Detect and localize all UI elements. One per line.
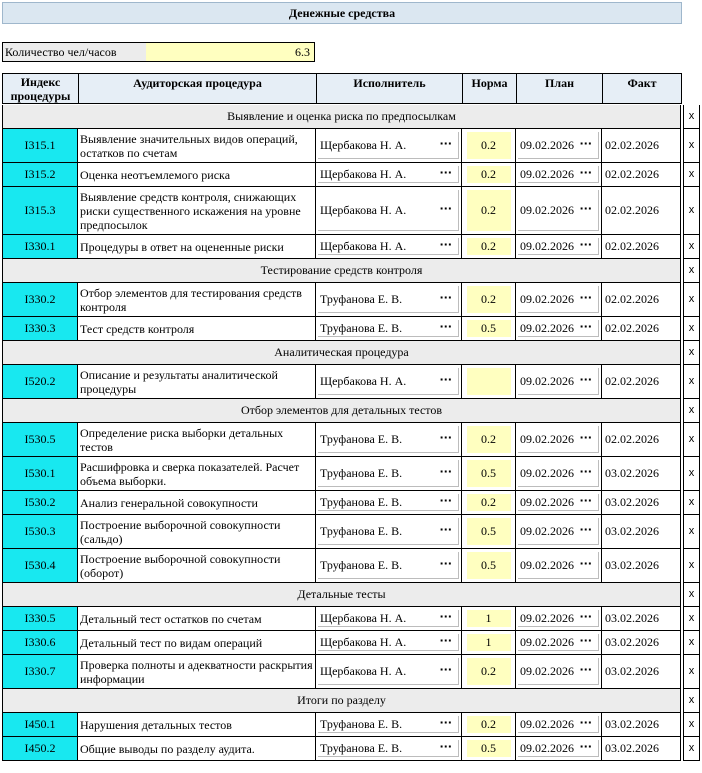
procedure-name: Описание и результаты аналитической процедуры bbox=[78, 365, 316, 399]
ellipsis-icon[interactable]: ··· bbox=[579, 557, 592, 571]
norm-value[interactable]: 1 bbox=[467, 610, 511, 627]
executor-name: Труфанова Е. В. bbox=[320, 320, 403, 335]
plan-date-cell[interactable] bbox=[516, 129, 602, 163]
table-row bbox=[2, 549, 700, 583]
procedure-index[interactable]: I330.7 bbox=[2, 655, 78, 689]
norm-value[interactable]: 0.2 bbox=[467, 286, 511, 313]
header-index: Индекс процедуры bbox=[2, 73, 79, 104]
fact-date: 03.02.2026 bbox=[602, 713, 681, 737]
executor-name: Труфанова Е. В. bbox=[320, 291, 403, 306]
fact-date: 02.02.2026 bbox=[602, 129, 681, 163]
fact-date: 02.02.2026 bbox=[602, 187, 681, 235]
table-row bbox=[2, 163, 700, 187]
norm-cell[interactable] bbox=[462, 631, 516, 655]
row-remove-button[interactable]: x bbox=[683, 235, 700, 259]
table-row bbox=[2, 423, 700, 457]
plan-date: 09.02.2026 bbox=[520, 202, 574, 217]
norm-value[interactable]: 0.2 bbox=[467, 716, 511, 733]
procedure-name: Оценка неотъемлемого риска bbox=[78, 163, 316, 187]
executor-cell[interactable] bbox=[316, 187, 462, 235]
plan-date-cell[interactable] bbox=[516, 187, 602, 235]
header-procedure: Аудиторская процедура bbox=[78, 73, 317, 104]
plan-date: 09.02.2026 bbox=[520, 431, 574, 446]
ellipsis-icon[interactable]: ··· bbox=[439, 663, 452, 677]
procedure-name: Анализ генеральной совокупности bbox=[78, 491, 316, 515]
hours-value[interactable]: 6.3 bbox=[146, 42, 315, 62]
procedure-index[interactable]: I520.2 bbox=[2, 365, 78, 399]
norm-value[interactable]: 0.2 bbox=[467, 166, 511, 183]
fact-date: 03.02.2026 bbox=[602, 491, 681, 515]
row-remove-button[interactable]: x bbox=[683, 187, 700, 235]
executor-name: Труфанова Е. В. bbox=[320, 523, 403, 538]
row-remove-button[interactable]: x bbox=[683, 549, 700, 583]
procedure-name: Выявление средств контроля, снижающих риски существенного искажения на уровне предпосылок bbox=[78, 187, 316, 235]
row-remove-button[interactable]: x bbox=[683, 129, 700, 163]
ellipsis-icon[interactable]: ··· bbox=[439, 320, 452, 334]
plan-date: 09.02.2026 bbox=[520, 557, 574, 572]
row-remove-button[interactable]: x bbox=[683, 515, 700, 549]
fact-date: 03.02.2026 bbox=[602, 631, 681, 655]
table-row bbox=[2, 515, 700, 549]
executor-cell[interactable] bbox=[316, 235, 462, 259]
norm-value[interactable]: 0.2 bbox=[467, 494, 511, 511]
table-row bbox=[2, 457, 700, 491]
norm-cell[interactable] bbox=[462, 283, 516, 317]
executor-cell[interactable] bbox=[316, 423, 462, 457]
table-row bbox=[2, 655, 700, 689]
row-remove-button[interactable]: x bbox=[683, 317, 700, 341]
header-fact: Факт bbox=[602, 73, 682, 104]
ellipsis-icon[interactable]: ··· bbox=[579, 740, 592, 754]
fact-date: 03.02.2026 bbox=[602, 655, 681, 689]
plan-date-cell[interactable] bbox=[516, 655, 602, 689]
plan-date: 09.02.2026 bbox=[520, 523, 574, 538]
section-remove-button[interactable]: x bbox=[683, 583, 700, 607]
procedure-name: Расшифровка и сверка показателей. Расчет объема выборки. bbox=[78, 457, 316, 491]
table-header bbox=[2, 73, 681, 105]
plan-date-cell[interactable] bbox=[516, 491, 602, 515]
executor-name: Щербакова Н. А. bbox=[320, 610, 407, 625]
section-header bbox=[2, 105, 700, 129]
ellipsis-icon[interactable]: ··· bbox=[439, 740, 452, 754]
section-remove-button[interactable]: x bbox=[683, 259, 700, 283]
executor-cell[interactable] bbox=[316, 283, 462, 317]
executor-cell[interactable] bbox=[316, 607, 462, 631]
plan-date: 09.02.2026 bbox=[520, 320, 574, 335]
executor-cell[interactable] bbox=[316, 491, 462, 515]
procedure-name: Отбор элементов для тестирования средств контроля bbox=[78, 283, 316, 317]
executor-name: Щербакова Н. А. bbox=[320, 634, 407, 649]
fact-date: 02.02.2026 bbox=[602, 423, 681, 457]
norm-value[interactable]: 0.2 bbox=[467, 426, 511, 453]
plan-date-cell[interactable] bbox=[516, 317, 602, 341]
norm-value[interactable]: 0.2 bbox=[467, 238, 511, 255]
hours-label: Количество чел/часов bbox=[2, 42, 147, 62]
section-remove-button[interactable]: x bbox=[683, 341, 700, 365]
norm-value[interactable] bbox=[467, 368, 511, 395]
row-remove-button[interactable]: x bbox=[683, 365, 700, 399]
norm-cell[interactable] bbox=[462, 317, 516, 341]
executor-cell[interactable] bbox=[316, 457, 462, 491]
ellipsis-icon[interactable]: ··· bbox=[579, 320, 592, 334]
header-norm: Норма bbox=[462, 73, 517, 104]
norm-cell[interactable] bbox=[462, 515, 516, 549]
plan-date: 09.02.2026 bbox=[520, 238, 574, 253]
executor-name: Труфанова Е. В. bbox=[320, 494, 403, 509]
procedure-index[interactable]: I330.3 bbox=[2, 317, 78, 341]
ellipsis-icon[interactable]: ··· bbox=[439, 431, 452, 445]
plan-date: 09.02.2026 bbox=[520, 740, 574, 755]
plan-date: 09.02.2026 bbox=[520, 465, 574, 480]
procedure-index[interactable]: I530.1 bbox=[2, 457, 78, 491]
procedure-name: Выявление значительных видов операций, остатков по счетам bbox=[78, 129, 316, 163]
procedure-name: Определение риска выборки детальных тестов bbox=[78, 423, 316, 457]
norm-cell[interactable] bbox=[462, 713, 516, 737]
row-remove-button[interactable]: x bbox=[683, 737, 700, 761]
table-row bbox=[2, 317, 700, 341]
ellipsis-icon[interactable]: ··· bbox=[579, 494, 592, 508]
executor-name: Щербакова Н. А. bbox=[320, 663, 407, 678]
section-header bbox=[2, 689, 700, 713]
plan-date: 09.02.2026 bbox=[520, 634, 574, 649]
ellipsis-icon[interactable]: ··· bbox=[439, 610, 452, 624]
section-title: Итоги по разделу bbox=[2, 689, 681, 713]
ellipsis-icon[interactable]: ··· bbox=[439, 291, 452, 305]
procedure-name: Проверка полноты и адекватности раскрытия информации bbox=[78, 655, 316, 689]
section-title: Выявление и оценка риска по предпосылкам bbox=[2, 105, 681, 129]
procedure-index[interactable]: I315.3 bbox=[2, 187, 78, 235]
ellipsis-icon[interactable]: ··· bbox=[579, 137, 592, 151]
ellipsis-icon[interactable]: ··· bbox=[439, 373, 452, 387]
section-header bbox=[2, 341, 700, 365]
ellipsis-icon[interactable]: ··· bbox=[579, 523, 592, 537]
page-title: Денежные средства bbox=[2, 2, 682, 24]
fact-date: 03.02.2026 bbox=[602, 549, 681, 583]
procedure-name: Процедуры в ответ на оцененные риски bbox=[78, 235, 316, 259]
norm-value[interactable]: 0.2 bbox=[467, 658, 511, 685]
plan-date-cell[interactable] bbox=[516, 515, 602, 549]
norm-cell[interactable] bbox=[462, 491, 516, 515]
row-remove-button[interactable]: x bbox=[683, 491, 700, 515]
section-header bbox=[2, 259, 700, 283]
ellipsis-icon[interactable]: ··· bbox=[579, 465, 592, 479]
ellipsis-icon[interactable]: ··· bbox=[579, 431, 592, 445]
procedure-index[interactable]: I315.1 bbox=[2, 129, 78, 163]
fact-date: 03.02.2026 bbox=[602, 515, 681, 549]
row-remove-button[interactable]: x bbox=[683, 655, 700, 689]
table-row bbox=[2, 607, 700, 631]
plan-date: 09.02.2026 bbox=[520, 494, 574, 509]
norm-value[interactable]: 0.2 bbox=[467, 132, 511, 159]
section-title: Отбор элементов для детальных тестов bbox=[2, 399, 681, 423]
procedure-index[interactable]: I330.2 bbox=[2, 283, 78, 317]
ellipsis-icon[interactable]: ··· bbox=[579, 610, 592, 624]
ellipsis-icon[interactable]: ··· bbox=[579, 663, 592, 677]
fact-date: 03.02.2026 bbox=[602, 737, 681, 761]
fact-date: 02.02.2026 bbox=[602, 235, 681, 259]
ellipsis-icon[interactable]: ··· bbox=[579, 166, 592, 180]
plan-date-cell[interactable] bbox=[516, 235, 602, 259]
plan-date-cell[interactable] bbox=[516, 423, 602, 457]
procedure-index[interactable]: I450.1 bbox=[2, 713, 78, 737]
plan-date-cell[interactable] bbox=[516, 283, 602, 317]
ellipsis-icon[interactable]: ··· bbox=[439, 202, 452, 216]
procedure-name: Детальный тест остатков по счетам bbox=[78, 607, 316, 631]
ellipsis-icon[interactable]: ··· bbox=[579, 634, 592, 648]
procedure-name: Детальный тест по видам операций bbox=[78, 631, 316, 655]
norm-cell[interactable] bbox=[462, 163, 516, 187]
executor-cell[interactable] bbox=[316, 317, 462, 341]
executor-name: Труфанова Е. В. bbox=[320, 716, 403, 731]
table-row bbox=[2, 737, 700, 761]
norm-cell[interactable] bbox=[462, 655, 516, 689]
table-row bbox=[2, 713, 700, 737]
ellipsis-icon[interactable]: ··· bbox=[579, 373, 592, 387]
ellipsis-icon[interactable]: ··· bbox=[439, 238, 452, 252]
table-row bbox=[2, 283, 700, 317]
norm-value[interactable]: 0.5 bbox=[467, 320, 511, 337]
header-executor: Исполнитель bbox=[316, 73, 463, 104]
ellipsis-icon[interactable]: ··· bbox=[439, 716, 452, 730]
executor-cell[interactable] bbox=[316, 655, 462, 689]
section-title: Тестирование средств контроля bbox=[2, 259, 681, 283]
fact-date: 02.02.2026 bbox=[602, 283, 681, 317]
plan-date: 09.02.2026 bbox=[520, 610, 574, 625]
executor-name: Труфанова Е. В. bbox=[320, 740, 403, 755]
procedure-name: Общие выводы по разделу аудита. bbox=[78, 737, 316, 761]
norm-value[interactable]: 0.2 bbox=[467, 190, 511, 231]
norm-cell[interactable] bbox=[462, 737, 516, 761]
executor-cell[interactable] bbox=[316, 737, 462, 761]
norm-cell[interactable] bbox=[462, 423, 516, 457]
table-row bbox=[2, 129, 700, 163]
ellipsis-icon[interactable]: ··· bbox=[439, 465, 452, 479]
procedure-name: Построение выборочной совокупности (оборот) bbox=[78, 549, 316, 583]
row-remove-button[interactable]: x bbox=[683, 713, 700, 737]
header-plan: План bbox=[516, 73, 603, 104]
plan-date-cell[interactable] bbox=[516, 737, 602, 761]
section-remove-button[interactable]: x bbox=[683, 399, 700, 423]
section-remove-button[interactable]: x bbox=[683, 105, 700, 129]
procedure-index[interactable]: I330.1 bbox=[2, 235, 78, 259]
norm-cell[interactable] bbox=[462, 365, 516, 399]
norm-cell[interactable] bbox=[462, 129, 516, 163]
executor-cell[interactable] bbox=[316, 515, 462, 549]
executor-cell[interactable] bbox=[316, 549, 462, 583]
ellipsis-icon[interactable]: ··· bbox=[439, 523, 452, 537]
norm-cell[interactable] bbox=[462, 187, 516, 235]
ellipsis-icon[interactable]: ··· bbox=[439, 166, 452, 180]
fact-date: 03.02.2026 bbox=[602, 607, 681, 631]
norm-cell[interactable] bbox=[462, 607, 516, 631]
norm-value[interactable]: 1 bbox=[467, 634, 511, 651]
plan-date-cell[interactable] bbox=[516, 607, 602, 631]
row-remove-button[interactable]: x bbox=[683, 283, 700, 317]
norm-value[interactable]: 0.5 bbox=[467, 552, 511, 579]
table-row bbox=[2, 365, 700, 399]
plan-date: 09.02.2026 bbox=[520, 373, 574, 388]
section-header bbox=[2, 583, 700, 607]
plan-date: 09.02.2026 bbox=[520, 166, 574, 181]
section-remove-button[interactable]: x bbox=[683, 689, 700, 713]
executor-cell[interactable] bbox=[316, 163, 462, 187]
procedure-index[interactable]: I530.3 bbox=[2, 515, 78, 549]
plan-date-cell[interactable] bbox=[516, 365, 602, 399]
procedure-index[interactable]: I530.4 bbox=[2, 549, 78, 583]
plan-date: 09.02.2026 bbox=[520, 291, 574, 306]
procedure-index[interactable]: I450.2 bbox=[2, 737, 78, 761]
ellipsis-icon[interactable]: ··· bbox=[439, 634, 452, 648]
executor-name: Щербакова Н. А. bbox=[320, 238, 407, 253]
section-title: Детальные тесты bbox=[2, 583, 681, 607]
row-remove-button[interactable]: x bbox=[683, 631, 700, 655]
ellipsis-icon[interactable]: ··· bbox=[579, 291, 592, 305]
norm-value[interactable]: 0.5 bbox=[467, 518, 511, 545]
ellipsis-icon[interactable]: ··· bbox=[579, 716, 592, 730]
procedure-name: Тест средств контроля bbox=[78, 317, 316, 341]
executor-name: Щербакова Н. А. bbox=[320, 166, 407, 181]
procedure-index[interactable]: I330.5 bbox=[2, 607, 78, 631]
row-remove-button[interactable]: x bbox=[683, 163, 700, 187]
section-title: Аналитическая процедура bbox=[2, 341, 681, 365]
fact-date: 02.02.2026 bbox=[602, 163, 681, 187]
row-remove-button[interactable]: x bbox=[683, 423, 700, 457]
fact-date: 02.02.2026 bbox=[602, 317, 681, 341]
executor-name: Щербакова Н. А. bbox=[320, 373, 407, 388]
procedures-table bbox=[2, 105, 700, 761]
norm-cell[interactable] bbox=[462, 235, 516, 259]
section-header bbox=[2, 399, 700, 423]
plan-date: 09.02.2026 bbox=[520, 663, 574, 678]
norm-cell[interactable] bbox=[462, 549, 516, 583]
row-remove-button[interactable]: x bbox=[683, 457, 700, 491]
plan-date-cell[interactable] bbox=[516, 457, 602, 491]
plan-date-cell[interactable] bbox=[516, 713, 602, 737]
norm-cell[interactable] bbox=[462, 457, 516, 491]
table-row bbox=[2, 631, 700, 655]
plan-date: 09.02.2026 bbox=[520, 137, 574, 152]
table-row bbox=[2, 235, 700, 259]
ellipsis-icon[interactable]: ··· bbox=[439, 557, 452, 571]
procedure-name: Построение выборочной совокупности (сальдо) bbox=[78, 515, 316, 549]
row-remove-button[interactable]: x bbox=[683, 607, 700, 631]
ellipsis-icon[interactable]: ··· bbox=[439, 137, 452, 151]
executor-cell[interactable] bbox=[316, 365, 462, 399]
executor-cell[interactable] bbox=[316, 129, 462, 163]
procedure-index[interactable]: I530.5 bbox=[2, 423, 78, 457]
executor-cell[interactable] bbox=[316, 713, 462, 737]
fact-date: 02.02.2026 bbox=[602, 365, 681, 399]
executor-name: Труфанова Е. В. bbox=[320, 557, 403, 572]
fact-date: 03.02.2026 bbox=[602, 457, 681, 491]
norm-value[interactable]: 0.5 bbox=[467, 460, 511, 487]
table-row bbox=[2, 491, 700, 515]
plan-date: 09.02.2026 bbox=[520, 716, 574, 731]
executor-name: Труфанова Е. В. bbox=[320, 431, 403, 446]
executor-name: Щербакова Н. А. bbox=[320, 137, 407, 152]
ellipsis-icon[interactable]: ··· bbox=[439, 494, 452, 508]
plan-date-cell[interactable] bbox=[516, 163, 602, 187]
plan-date-cell[interactable] bbox=[516, 549, 602, 583]
procedure-index[interactable]: I330.6 bbox=[2, 631, 78, 655]
procedure-name: Нарушения детальных тестов bbox=[78, 713, 316, 737]
ellipsis-icon[interactable]: ··· bbox=[579, 202, 592, 216]
plan-date-cell[interactable] bbox=[516, 631, 602, 655]
table-row bbox=[2, 187, 700, 235]
ellipsis-icon[interactable]: ··· bbox=[579, 238, 592, 252]
norm-value[interactable]: 0.5 bbox=[467, 740, 511, 757]
executor-name: Щербакова Н. А. bbox=[320, 202, 407, 217]
executor-name: Труфанова Е. В. bbox=[320, 465, 403, 480]
procedure-index[interactable]: I315.2 bbox=[2, 163, 78, 187]
procedure-index[interactable]: I530.2 bbox=[2, 491, 78, 515]
executor-cell[interactable] bbox=[316, 631, 462, 655]
